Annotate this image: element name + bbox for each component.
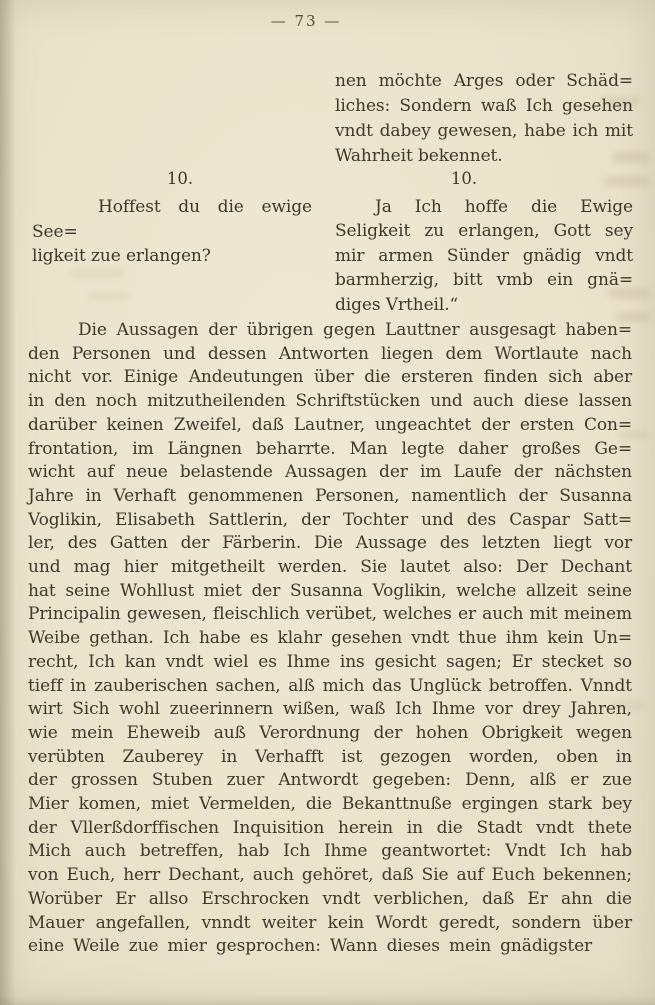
text-line: Mich auch betreffen, hab Ich Ihme geantwortet: Vndt Ich hab: [28, 841, 632, 862]
text-line: Weibe gethan. Ich habe es klahr gesehen vndt thue ihm kein Un=: [28, 628, 632, 649]
text-line: mir armen Sünder gnädig vndt: [335, 245, 633, 266]
text-line: frontation, im Längnen beharrte. Man legte daher großes Ge=: [28, 438, 632, 459]
text-line: Worüber Er allso Erschrocken vndt verblichen, daß Er ahn die: [28, 888, 632, 909]
text-line: und mag hier mitgetheilt werden. Sie lautet also: Der Dechant: [28, 557, 632, 578]
page-edge-shadow: [0, 0, 16, 1005]
text-line: liches: Sondern waß Ich gesehen: [335, 96, 633, 116]
text-line: hat seine Wohllust miet der Susanna Voglikin, welche allzeit seine: [28, 580, 632, 601]
text-line: ligkeit zue erlangen?: [32, 246, 211, 266]
text-line: den Personen und dessen Antworten liegen dem Wortlaute nach: [28, 343, 632, 364]
page-number: — 73 —: [270, 12, 342, 30]
body-paragraph: [28, 319, 632, 959]
text-line: der grossen Stuben zuer Antwordt gegeben: Denn, alß er zue: [28, 770, 632, 791]
text-line: vndt dabey gewesen, habe ich mit: [335, 121, 633, 141]
text-line: Voglikin, Elisabeth Sattlerin, der Tochter und des Caspar Satt=: [28, 509, 632, 530]
text-line: Mier komen, miet Vermelden, die Bekanttnuße ergingen stark bey: [28, 794, 632, 815]
text-line: barmherzig, bitt vmb ein gnä=: [335, 270, 633, 291]
page-bottom-shadow: [0, 995, 655, 1005]
text-line: Ja Ich hoffe die Ewige: [375, 197, 633, 217]
text-line: wirt Sich wohl zueerinnern wißen, waß Ich Ihme vor drey Jahren,: [28, 699, 632, 720]
text-line: eine Weile zue mier gesprochen: Wann dieses mein gnädigster: [28, 936, 593, 957]
text-line: Mauer angefallen, vnndt weiter kein Wordt geredt, sondern über: [28, 912, 632, 933]
text-line: verübten Zauberey in Verhafft ist gezogen worden, oben in: [28, 746, 632, 767]
text-line: Hoffest du die ewige See=: [32, 197, 312, 242]
bleedthrough-smudge: [604, 176, 650, 187]
bleedthrough-smudge: [70, 268, 125, 278]
text-line: Seligkeit zu erlangen, Gott sey: [335, 221, 633, 242]
text-line: recht, Ich kan vndt wiel es Ihme ins gesicht sagen; Er stecket so: [28, 651, 632, 672]
text-line: Wahrheit bekennet.: [335, 146, 503, 166]
text-line: Principalin gewesen, fleischlich verübet, welches er auch mit meinem: [28, 604, 632, 625]
interrogation-answer: [335, 195, 633, 317]
text-line: tieff in zauberischen sachen, alß mich das Unglück betroffen. Vnndt: [28, 675, 632, 696]
text-line: diges Vrtheil.“: [335, 294, 459, 315]
text-line: nen möchte Arges oder Schäd=: [335, 71, 633, 91]
text-line: nicht vor. Einige Andeutungen über die ersteren finden sich aber: [28, 367, 632, 388]
text-line: in den noch mitzutheilenden Schriftstücken und auch diese lassen: [28, 391, 632, 412]
text-line: der Vllerßdorffischen Inquisition herein in die Stadt vndt thete: [28, 817, 632, 838]
carryover-paragraph: [335, 69, 633, 169]
text-line: ler, des Gatten der Färberin. Die Aussage des letzten liegt vor: [28, 533, 632, 554]
text-line: darüber keinen Zweifel, daß Lautner, ungeachtet der ersten Con=: [28, 414, 632, 435]
text-line: wicht auf neue belastende Aussagen der im Laufe der nächsten: [28, 462, 632, 483]
question-number-left: 10.: [166, 169, 194, 188]
text-line: wie mein Eheweib auß Verordnung der hohen Obrigkeit wegen: [28, 722, 632, 743]
bleedthrough-smudge: [88, 292, 130, 301]
interrogation-question: [32, 195, 312, 269]
text-line: Jahre in Verhaft genommenen Personen, namentlich der Susanna: [28, 485, 632, 506]
text-line: Die Aussagen der übrigen gegen Lauttner ausgesagt haben=: [78, 320, 632, 340]
text-line: von Euch, herr Dechant, auch gehöret, daß Sie auf Euch bekennen;: [28, 865, 632, 886]
question-number-right: 10.: [450, 169, 478, 188]
